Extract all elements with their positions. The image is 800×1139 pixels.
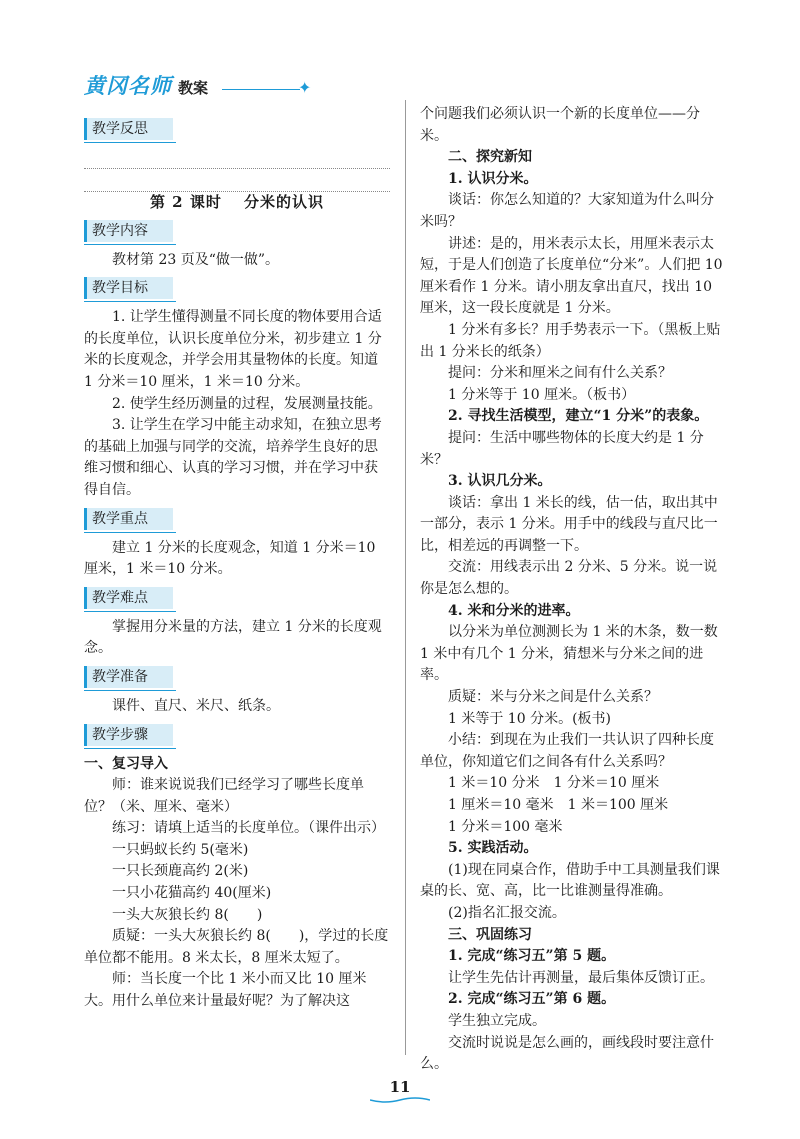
paragraph: 1 米等于 10 分米。(板书) [448, 710, 611, 727]
paragraph: 教材第 23 页及“做一做”。 [112, 251, 280, 268]
paragraph: 师：谁来说说我们已经学习了哪些长度单位？（米、厘米、毫米） [84, 777, 364, 815]
list-item: 一只蚂蚁长约 5(毫米) [112, 841, 249, 858]
subheading: 3. 认识几分米。 [448, 473, 552, 490]
section-tag-key [84, 508, 390, 532]
list-item: 一只小花猫高约 40(厘米) [112, 885, 272, 902]
step-heading: 一、复习导入 [84, 755, 168, 772]
section-tag-label: 教学内容 [92, 222, 148, 239]
subheading: 1. 认识分米。 [448, 170, 538, 187]
list-item: 一头大灰狼长约 8( ) [112, 906, 263, 923]
paragraph: 质疑：米与分米之间是什么关系？ [448, 689, 658, 706]
header-brand [84, 70, 208, 100]
paragraph: 提问：生活中哪些物体的长度大约是 1 分米？ [420, 429, 704, 468]
paragraph: (1)现在同桌合作，借助手中工具测量我们课桌的长、宽、高，比一比谁测量得准确。 [420, 861, 720, 900]
section-tag-label: 教学重点 [92, 510, 148, 527]
section-tag-label: 教学反思 [92, 121, 148, 137]
page-number-ornament [370, 1096, 430, 1104]
list-item: 一只长颈鹿高约 2(米) [112, 863, 249, 880]
left-column [84, 112, 390, 1013]
equation: 1 分米＝100 毫米 [448, 818, 563, 835]
section-tag-content [84, 220, 390, 244]
equation: 1 厘米＝10 毫米 1 米＝100 厘米 [448, 797, 669, 813]
section-tag-difficulty [84, 587, 390, 611]
section-tag-goals [84, 277, 390, 301]
paragraph: 掌握用分米量的方法，建立 1 分米的长度观念。 [84, 618, 382, 657]
column-divider [405, 100, 406, 1055]
equation: 1 米＝10 分米 1 分米＝10 厘米 [448, 775, 660, 792]
right-column [420, 104, 726, 1076]
paragraph: 交流时说说是怎么画的，画线段时要注意什么。 [420, 1034, 714, 1073]
subheading: 5. 实践活动。 [448, 840, 538, 857]
header-rule [222, 89, 300, 90]
paragraph: 质疑：一头大灰狼长约 8( )，学过的长度单位都不能用。8 米太长，8 厘米太短了。 [84, 928, 389, 966]
paragraph: 课件、直尺、米尺、纸条。 [112, 697, 280, 714]
lesson-title: 第 2 课时 分米的认识 [149, 193, 325, 211]
page-number: 11 [389, 1078, 411, 1096]
paragraph: 建立 1 分米的长度观念，知道 1 分米＝10 厘米，1 米＝10 分米。 [84, 539, 376, 578]
paragraph: 让学生先估计再测量，最后集体反馈订正。 [448, 969, 714, 986]
brand-subtitle: 教案 [178, 79, 209, 97]
paragraph: 以分米为单位测测长为 1 米的木条，数一数 1 米中有几个 1 分米，猜想米与分米之间的进率。 [420, 624, 718, 684]
paragraph: 1 分米等于 10 厘米。（板书） [448, 386, 636, 403]
paragraph: 讲述：是的，用米表示太长，用厘米表示太短，于是人们创造了长度单位“分米”。人们把 10 厘米看作 1 分米。请小朋友拿出直尺，找出 10 厘米，这一段长度就是 1 分米。 [420, 235, 723, 317]
step-heading: 二、探究新知 [448, 149, 532, 166]
section-tag-label: 教学难点 [92, 589, 148, 606]
subheading: 2. 完成“练习五”第 6 题。 [448, 991, 616, 1008]
paragraph: 2. 使学生经历测量的过程，发展测量技能。 [112, 395, 382, 412]
paragraph: 谈话：你怎么知道的？大家知道为什么叫分米吗？ [420, 192, 714, 230]
section-tag-reflect [84, 118, 390, 142]
paragraph: 1 分米有多长？用手势表示一下。（黑板上贴出 1 分米长的纸条） [420, 321, 721, 360]
subheading: 1. 完成“练习五”第 5 题。 [448, 948, 616, 965]
paragraph: 小结：到现在为止我们一共认识了四种长度单位，你知道它们之间各有什么关系吗？ [420, 732, 714, 770]
section-tag-label: 教学准备 [92, 668, 148, 685]
step-heading: 三、巩固练习 [448, 926, 532, 943]
paragraph: 师：当长度一个比 1 米小而又比 10 厘米大。用什么单位来计量最好呢？为了解决这 [84, 971, 367, 1010]
paragraph: 谈话：拿出 1 米长的线，估一估，取出其中一部分，表示 1 分米。用手中的线段与直尺比一比，相差远的再调整一下。 [420, 494, 718, 554]
paragraph: 个问题我们必须认识一个新的长度单位——分米。 [420, 106, 700, 144]
paragraph: 练习：请填上适当的长度单位。（课件出示） [112, 820, 385, 837]
section-tag-label: 教学步骤 [92, 726, 148, 743]
paragraph: 学生独立完成。 [448, 1012, 546, 1029]
subheading: 2. 寻找生活模型，建立“1 分米”的表象。 [448, 408, 709, 425]
brand-title: 黄冈名师 [84, 74, 172, 98]
subheading: 4. 米和分米的进率。 [448, 602, 580, 619]
section-tag-prep [84, 666, 390, 690]
section-tag-label: 教学目标 [92, 280, 148, 297]
star-icon: ✦ [298, 78, 312, 97]
paragraph: 1. 让学生懂得测量不同长度的物体要用合适的长度单位，认识长度单位分米，初步建立 1 分米的长度观念，并学会用其量物体的长度。知道 1 分米＝10 厘米，1 米＝10 分米。 [84, 309, 382, 390]
paragraph: 3. 让学生在学习中能主动求知，在独立思考的基础上加强与同学的交流，培养学生良好的思维习惯和细心、认真的学习习惯，并在学习中获得自信。 [84, 417, 382, 498]
paragraph: (2)指名汇报交流。 [448, 904, 566, 921]
paragraph: 交流：用线表示出 2 分米、5 分米。说一说你是怎么想的。 [420, 559, 718, 598]
section-tag-steps [84, 724, 390, 748]
paragraph: 提问：分米和厘米之间有什么关系？ [448, 365, 672, 382]
